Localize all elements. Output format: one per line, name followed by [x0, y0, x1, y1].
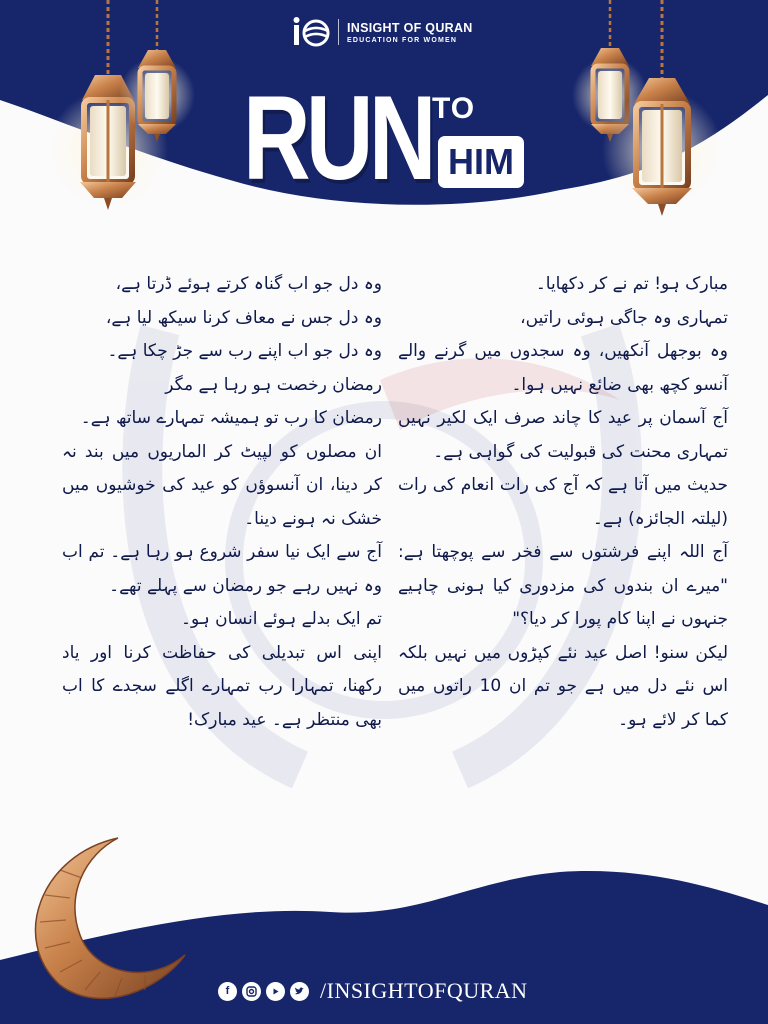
paragraph: حدیث میں آتا ہے کہ آج کی رات انعام کی رات (لیلتہ الجائزہ) ہے۔: [398, 475, 728, 529]
paragraph: وہ دل جو اب اپنے رب سے جڑ چکا ہے۔: [107, 341, 382, 361]
brand-text: [347, 21, 473, 44]
paragraph: رمضان کا رب تو ہمیشہ تمہارے ساتھ ہے۔: [80, 408, 382, 428]
paragraph: آج آسمان پر عید کا چاند صرف ایک لکیر نہیں تمہاری محنت کی قبولیت کی گواہی ہے۔: [398, 408, 728, 462]
crescent-moon-icon: [35, 838, 185, 998]
instagram-icon[interactable]: [242, 982, 261, 1001]
paragraph: تمہاری وہ جاگی ہوئی راتیں،: [520, 307, 728, 328]
social-footer: [218, 978, 528, 1004]
headline-him: HIM: [438, 136, 524, 188]
paragraph: مبارک ہو! تم نے کر دکھایا۔: [535, 274, 728, 294]
paragraph: وہ بوجھل آنکھیں، وہ سجدوں میں گرنے والے آنسو کچھ بھی ضائع نہیں ہوا۔: [398, 341, 728, 395]
paragraph: ان مصلوں کو لپیٹ کر الماریوں میں بند نہ کر دینا، ان آنسوؤں کو عید کی خوشیوں میں خشک نہ ہونے دینا۔: [62, 441, 382, 529]
paragraph: اپنی اس تبدیلی کی حفاظت کرنا اور یاد رکھنا، تمہارا رب تمہارے اگلے سجدے کا اب بھی منتظر ہے۔ عید مبارک!: [62, 642, 382, 730]
brand-tagline: EDUCATION FOR WOMEN: [347, 36, 458, 44]
paragraph: آج اللہ اپنے فرشتوں سے فخر سے پوچھتا ہے: "میرے ان بندوں کی مزدوری کیا ہونی چاہیے جنہوں نے اپنا کام پورا کر دیا؟": [398, 542, 728, 629]
social-handle[interactable]: /INSIGHTOFQURAN: [320, 978, 528, 1003]
urdu-column-left: [62, 268, 382, 737]
paragraph: تم ایک بدلے ہوئے انسان ہو۔: [181, 609, 382, 629]
brand-logo: [292, 14, 473, 50]
brand-name: INSIGHT OF QURAN: [347, 20, 473, 35]
paragraph: آج سے ایک نیا سفر شروع ہو رہا ہے۔ تم اب وہ نہیں رہے جو رمضان سے پہلے تھے۔: [62, 542, 382, 596]
insight-logo-icon: [292, 15, 330, 49]
urdu-column-right: [398, 268, 728, 737]
twitter-icon[interactable]: [290, 982, 309, 1001]
paragraph: وہ دل جس نے معاف کرنا سیکھ لیا ہے،: [105, 307, 382, 328]
paragraph: وہ دل جو اب گناہ کرتے ہوئے ڈرتا ہے،: [115, 274, 382, 294]
youtube-icon[interactable]: [266, 982, 285, 1001]
brand-divider: [338, 19, 339, 45]
paragraph: رمضان رخصت ہو رہا ہے مگر: [165, 374, 382, 395]
headline-run: RUN: [243, 71, 432, 205]
facebook-icon[interactable]: f: [218, 982, 237, 1001]
headline-to: TO: [432, 92, 476, 125]
paragraph: لیکن سنو! اصل عید نئے کپڑوں میں نہیں بلکہ اس نئے دل میں ہے جو تم ان 10 راتوں میں کما کر لائے ہو۔: [398, 642, 729, 730]
